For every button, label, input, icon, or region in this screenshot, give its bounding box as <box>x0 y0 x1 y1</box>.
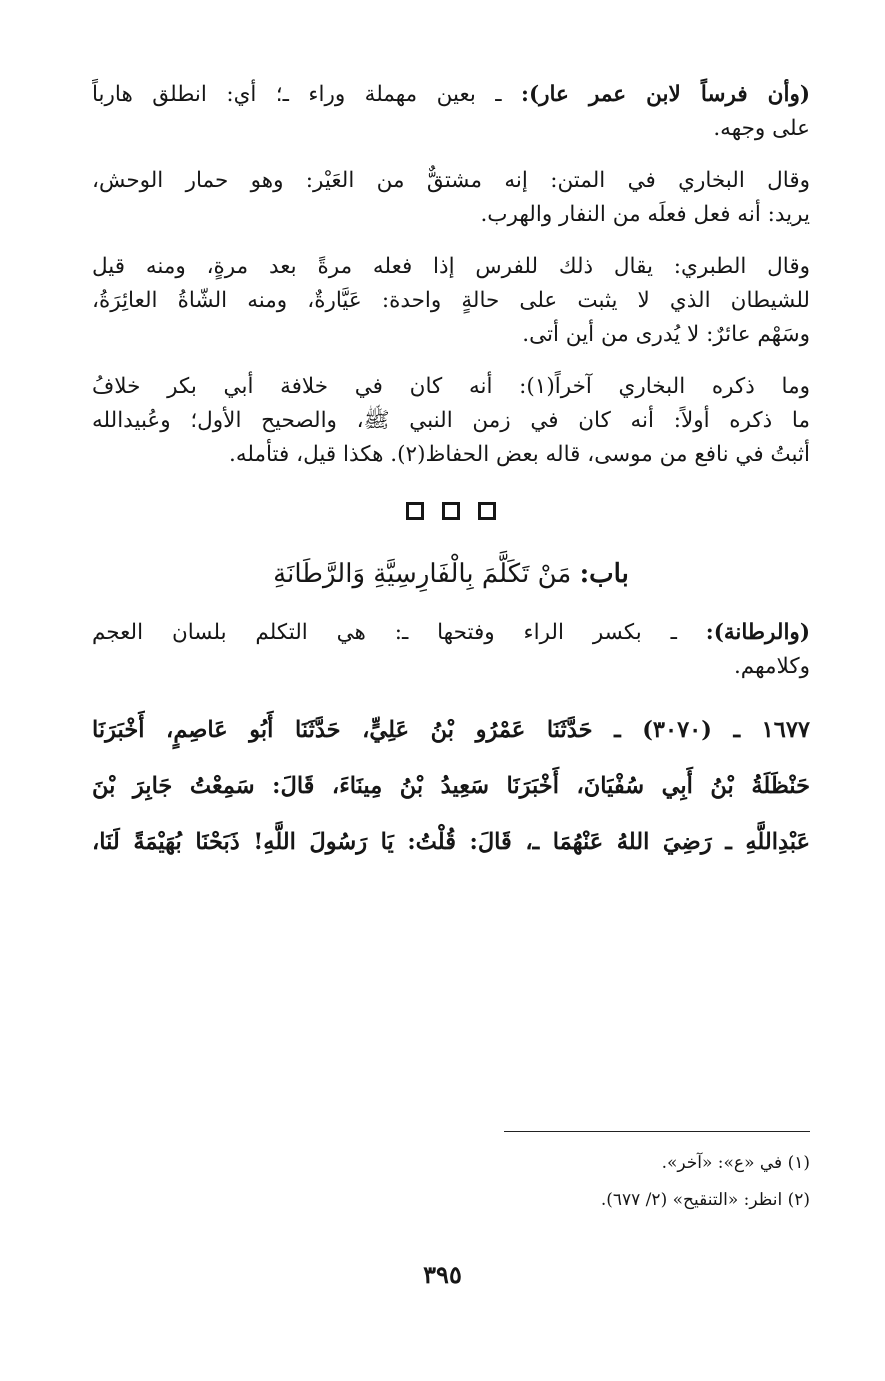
paragraph-ratana <box>92 616 810 684</box>
text-line-rest: ـ بكسر الراء وفتحها ـ: هي التكلم بلسان العجم <box>92 620 677 645</box>
hadith-line: عَبْدِاللَّهِ ـ رَضِيَ اللهُ عَنْهُمَا ـ، قَالَ: قُلْتُ: يَا رَسُولَ اللَّهِ! ذَبَحْنَا بُهَيْمَةً لَنَا، <box>92 829 810 855</box>
section-separator <box>92 502 810 526</box>
footnote-divider <box>504 1131 810 1132</box>
hadith-text <box>92 702 810 870</box>
chapter-title: مَنْ تَكَلَّمَ بِالْفَارِسِيَّةِ وَالرَّطَانَةِ <box>273 559 572 589</box>
footnotes <box>92 1150 810 1224</box>
text-line: للشيطان الذي لا يثبت على حالةٍ واحدة: عَيَّارةٌ، ومنه الشّاةُ العائِرَةُ، <box>92 288 810 313</box>
page-number: ٣٩٥ <box>423 1260 462 1289</box>
chapter-heading <box>92 552 810 596</box>
bold-phrase: (والرطانة): <box>705 620 810 645</box>
text-line <box>92 616 810 650</box>
text-line-rest: ـ بعين مهملة وراء ـ؛ أي: انطلق هارباً <box>92 82 502 107</box>
text-line: ما ذكره أولاً: أنه كان في زمن النبي ﷺ، والصحيح الأول؛ وعُبيدالله <box>92 408 810 433</box>
text-line: على وجهه. <box>713 116 810 141</box>
page-body <box>92 78 810 870</box>
text-line: وكلامهم. <box>733 654 810 679</box>
hadith-line: ١٦٧٧ ـ (٣٠٧٠) ـ حَدَّثَنَا عَمْرُو بْنُ عَلِيٍّ، حَدَّثَنَا أَبُو عَاصِمٍ، أَخْبَرَنَا <box>92 717 810 743</box>
separator-square-icon <box>478 502 496 520</box>
text-line: وسَهْم عائرٌ: لا يُدرى من أين أتى. <box>522 322 810 347</box>
text-line: وما ذكره البخاري آخراً(١): أنه كان في خلافة أبي بكر خلافُ <box>92 374 810 399</box>
chapter-label: باب: <box>579 559 629 589</box>
text-line: يريد: أنه فعل فعلَه من النفار والهرب. <box>480 202 810 227</box>
footnote: (١) في «ع»: «آخر». <box>661 1153 810 1173</box>
separator-square-icon <box>442 502 460 520</box>
paragraph-bukhari-matn <box>92 164 810 232</box>
text-line: أثبتُ في نافع من موسى، قاله بعض الحفاظ(٢). هكذا قيل، فتأمله. <box>229 442 810 467</box>
hadith-line: حَنْظَلَةُ بْنُ أَبِي سُفْيَانَ، أَخْبَرَنَا سَعِيدُ بْنُ مِينَاءَ، قَالَ: سَمِعْتُ جَابِرَ بْنَ <box>92 773 810 799</box>
bold-phrase: (وأن فرساً لابن عمر عار): <box>521 82 810 107</box>
paragraph-bukhari-akhiran <box>92 370 810 472</box>
paragraph-tabari <box>92 250 810 352</box>
text-line: وقال البخاري في المتن: إنه مشتقٌّ من العَيْر: وهو حمار الوحش، <box>92 168 810 193</box>
footnote: (٢) انظر: «التنقيح» (٢/ ٦٧٧). <box>600 1190 810 1210</box>
text-line <box>92 78 810 112</box>
separator-square-icon <box>406 502 424 520</box>
paragraph-ayir <box>92 78 810 146</box>
text-line: وقال الطبري: يقال ذلك للفرس إذا فعله مرةً بعد مرةٍ، ومنه قيل <box>92 254 810 279</box>
